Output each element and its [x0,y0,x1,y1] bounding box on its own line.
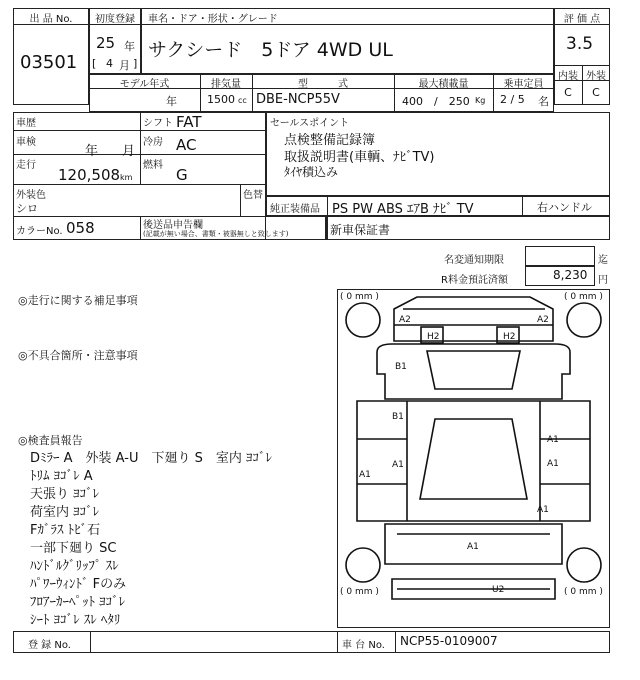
chassis-no: NCP55-0109007 [400,634,498,648]
ac-label: 冷房 [143,137,163,148]
mark-a1-left-mid: A1 [392,460,404,470]
inspection-label: 車検 [16,137,36,148]
mark-a2-left: A2 [399,315,411,325]
defects-title: ◎不具合箇所・注意事項 [18,349,138,362]
sales-point-2: 取扱説明書(車輌、ﾅﾋﾞTV) [284,150,435,165]
tire-rear-right [567,548,601,582]
inspector-line-3: 天張り ﾖｺﾞﾚ [30,487,100,502]
recycle-unit: 円 [598,275,608,286]
score-label: 評 価 点 [563,14,601,25]
tire-front-left [346,303,380,337]
mark-a2-right: A2 [537,315,549,325]
model-year-unit: 年 [166,95,177,108]
capacity: 2 / 5 [500,93,525,106]
lot-number: 03501 [20,52,78,73]
notice-deadline-box [525,246,595,266]
interior-grade: C [564,86,572,99]
inspection-month-unit: 月 [122,144,136,159]
inspector-line-6: 一部下廻り SC [30,541,117,556]
car-diagram [337,289,610,628]
mark-b1-lower: B1 [392,412,404,422]
tire-label-fl: ( 0 mm ) [340,292,379,302]
steering: 右ハンドル [537,201,592,214]
fuel-label: 燃料 [143,160,163,171]
mark-a1-right-lower: A1 [537,505,549,515]
mark-b1-upper: B1 [395,362,407,372]
notice-deadline-label: 名変通知期限 [444,255,504,266]
vehicle-type: DBE-NCP55V [256,92,340,107]
displacement: 1500 [207,93,235,106]
roof [420,419,527,499]
displacement-label: 排気量 [211,79,241,90]
footer-row [13,631,610,653]
first-reg-month-open: [ [92,57,97,70]
tire-front-right [567,303,601,337]
doc-label: 後送品申告欄 [143,220,203,231]
color-label: 外装色 [16,190,46,201]
interior-label: 内装 [558,71,578,82]
mark-a1-right-mid: A1 [547,459,559,469]
car-name: サクシード 5ドア 4WD UL [148,39,393,61]
capacity-label: 乗車定員 [503,79,544,90]
inspector-line-2: ﾄﾘﾑ ﾖｺﾞﾚ A [30,469,93,484]
exterior-label: 外装 [586,71,606,82]
first-reg-year-unit: 年 [124,40,135,53]
recycle-amount: 8,230 [553,268,588,282]
inspector-line-7: ﾊﾝﾄﾞﾙｸﾞﾘｯﾌﾟ ｽﾚ [30,559,119,574]
tire-label-rl: ( 0 mm ) [340,587,379,597]
inspector-line-1: Dﾐﾗｰ A 外装 A-U 下廻り S 室内 ﾖｺﾞﾚ [30,451,272,466]
doc-note: (記載が無い場合、書類・被器無しと致します) [143,230,289,238]
inspector-line-10: ｼｰﾄ ﾖｺﾞﾚ ｽﾚ ﾍﾀﾘ [30,613,121,628]
inspector-line-8: ﾊﾟﾜｰｳｨﾝﾄﾞ Fのみ [30,577,127,592]
fuel: G [176,166,188,184]
ac: AC [176,136,197,154]
mileage: 120,508 [58,166,121,184]
first-reg-month-close: ] [133,57,138,70]
color-no-label: カラーNo. [16,226,63,237]
model-year-label: モデル年式 [119,79,170,90]
first-registration-label: 初度登録 [95,14,135,25]
max-load-label: 最大積載量 [418,79,469,90]
history-label: 車歴 [16,118,36,129]
inspector-title: ◎検査員報告 [18,434,83,447]
type-label: 型 式 [298,79,348,90]
shift: FAT [176,113,202,131]
score: 3.5 [566,34,594,54]
equipment: PS PW ABS ｴｱB ﾅﾋﾞ TV [332,202,474,217]
mark-h2-left: H2 [427,332,440,342]
sales-point-1: 点検整備記録簿 [284,133,376,148]
exterior-grade: C [592,86,600,99]
sales-point-3: ﾀｲﾔ積込み [284,165,339,179]
mark-a1-rear: A1 [467,542,479,552]
max-load-unit: Kg [475,96,486,105]
mileage-label: 走行 [16,160,36,171]
mark-a1-right-upper: A1 [547,435,559,445]
inspector-line-9: ﾌﾛｱｰｶｰﾍﾟｯﾄ ﾖｺﾞﾚ [30,595,126,610]
mileage-unit: km [120,173,133,182]
front-view [394,297,553,341]
color-no: 058 [66,219,95,237]
color: シロ [16,202,38,215]
inspector-line-4: 荷室内 ﾖｺﾞﾚ [30,505,100,520]
first-reg-year: 25 [96,34,116,52]
color-change-label: 色替 [243,190,263,201]
tire-rear-left [346,548,380,582]
sales-points-label: セールスポイント [270,118,350,129]
shift-label: シフト [143,118,173,129]
recycle-label: R料金預託済額 [441,275,508,286]
warranty: 新車保証書 [330,223,391,237]
displacement-unit: cc [238,96,247,105]
mark-a1-left-side: A1 [359,470,371,480]
mark-u2: U2 [492,585,505,595]
car-name-label: 車名・ドア・形状・グレード [148,14,278,25]
tire-label-fr: ( 0 mm ) [564,292,603,302]
mark-h2-right: H2 [503,332,516,342]
inspector-line-5: Fｶﾞﾗｽ ﾄﾋﾞ石 [30,523,101,538]
capacity-unit: 名 [538,95,549,108]
driving-notes-title: ◎走行に関する補足事項 [18,294,138,307]
lot-number-label: 出 品 No. [29,14,73,25]
max-load: 400 / 250 [402,95,470,108]
notice-deadline-unit: 迄 [598,255,608,266]
tire-label-rr: ( 0 mm ) [564,587,603,597]
equipment-label: 純正装備品 [270,204,320,215]
reg-no-label: 登 録 No. [28,640,71,651]
first-reg-month: 4 [106,57,113,70]
inspection-year-unit: 年 [85,144,99,159]
chassis-label: 車 台 No. [342,640,385,651]
first-reg-month-unit: 月 [119,59,130,72]
